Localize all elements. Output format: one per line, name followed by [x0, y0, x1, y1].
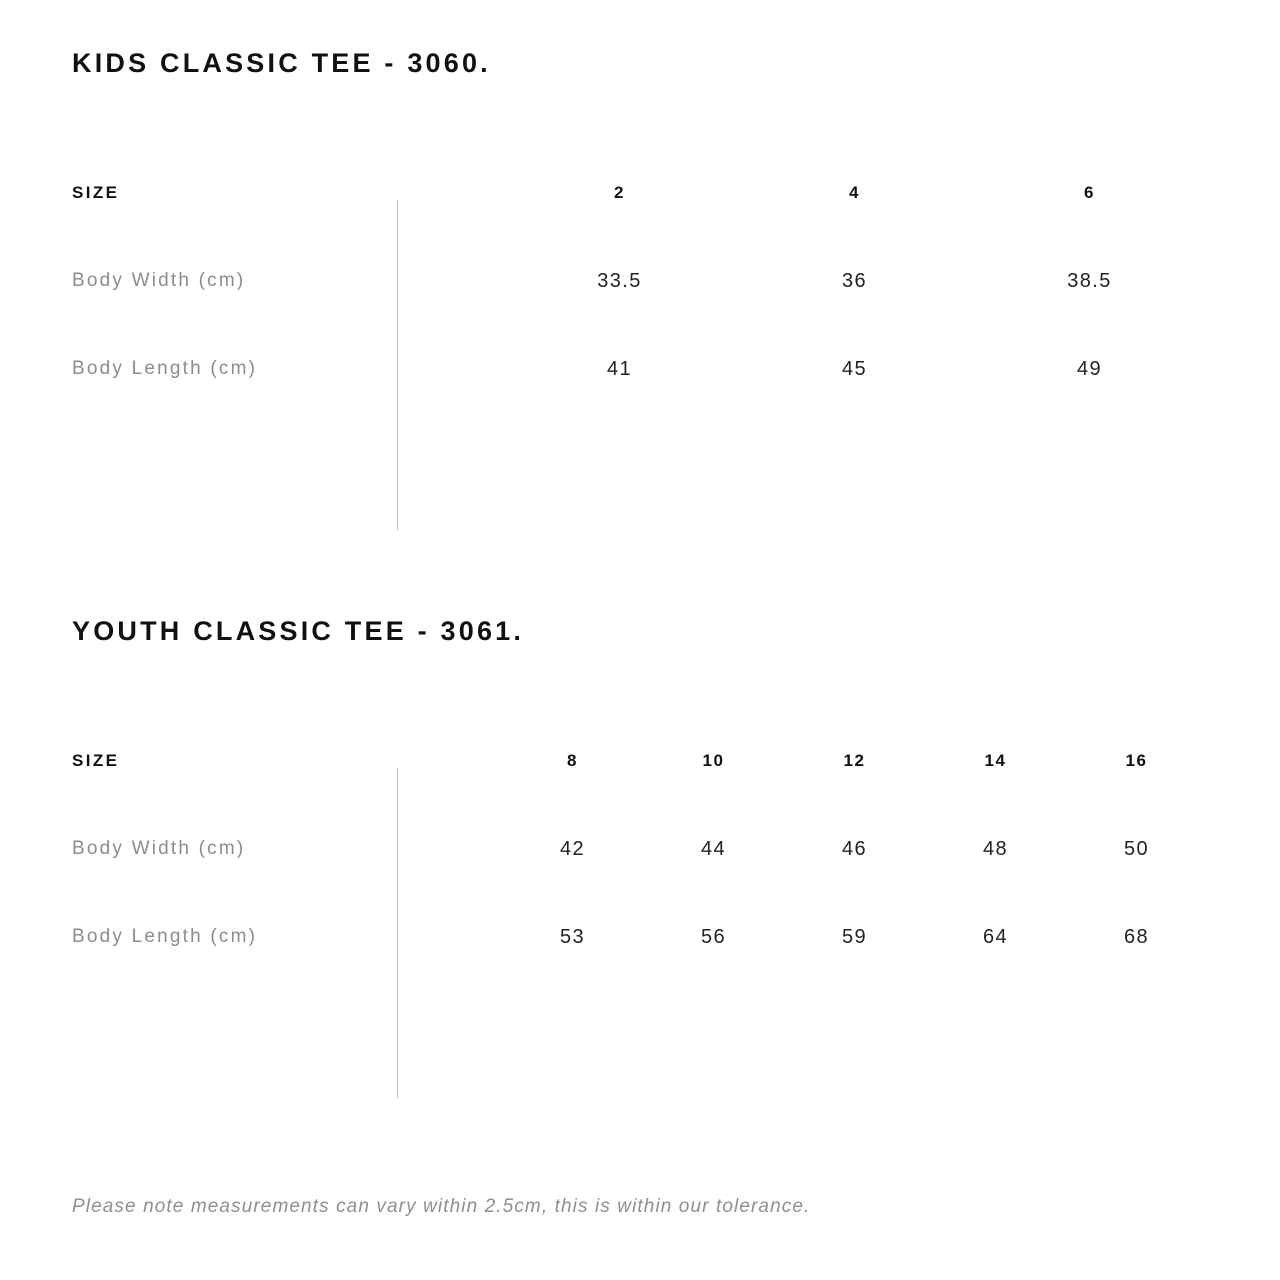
youth-body-length-10: 56: [700, 925, 727, 948]
kids-size-chart-section: [0, 48, 1280, 413]
kids-body-width-4: 36: [841, 269, 868, 292]
youth-body-length-8: 53: [559, 925, 586, 948]
kids-size-col-3: 6: [1083, 183, 1096, 202]
youth-body-width-16: 50: [1123, 837, 1150, 860]
table-row: [72, 893, 1208, 981]
youth-row-label-body-length: Body Length (cm): [72, 926, 258, 947]
kids-size-col-1: 2: [613, 183, 626, 202]
kids-row-label-body-length: Body Length (cm): [72, 358, 258, 379]
youth-body-length-14: 64: [982, 925, 1009, 948]
kids-size-header-label: SIZE: [72, 183, 120, 202]
youth-table-divider: [397, 768, 398, 1098]
youth-row-label-body-width: Body Width (cm): [72, 838, 246, 859]
youth-section-title: YOUTH CLASSIC TEE - 3061.: [72, 616, 525, 646]
youth-size-col-3: 12: [843, 751, 866, 770]
kids-section-title: KIDS CLASSIC TEE - 3060.: [72, 48, 491, 78]
youth-size-table: [72, 717, 1208, 981]
table-row: [72, 805, 1208, 893]
youth-size-col-4: 14: [984, 751, 1007, 770]
kids-body-length-2: 41: [606, 357, 633, 380]
kids-body-length-6: 49: [1076, 357, 1103, 380]
kids-body-width-6: 38.5: [1067, 269, 1112, 292]
kids-body-width-2: 33.5: [597, 269, 642, 292]
youth-body-width-10: 44: [700, 837, 727, 860]
kids-table-wrap: [0, 149, 1280, 413]
table-row-header: [72, 717, 1208, 805]
table-row: [72, 325, 1208, 413]
kids-size-table: [72, 149, 1208, 413]
youth-body-length-16: 68: [1123, 925, 1150, 948]
measurement-tolerance-note: Please note measurements can vary within 2.5cm, this is within our tolerance.: [72, 1196, 811, 1217]
youth-body-width-12: 46: [841, 837, 868, 860]
youth-size-chart-section: [0, 616, 1280, 981]
youth-size-header-label: SIZE: [72, 751, 120, 770]
youth-size-col-1: 8: [566, 751, 579, 770]
table-row: [72, 237, 1208, 325]
table-row-header: [72, 149, 1208, 237]
youth-table-wrap: [0, 717, 1280, 981]
kids-body-length-4: 45: [841, 357, 868, 380]
youth-body-width-8: 42: [559, 837, 586, 860]
kids-table-divider: [397, 200, 398, 530]
youth-body-length-12: 59: [841, 925, 868, 948]
youth-size-col-5: 16: [1125, 751, 1148, 770]
youth-size-col-2: 10: [702, 751, 725, 770]
youth-body-width-14: 48: [982, 837, 1009, 860]
kids-size-col-2: 4: [848, 183, 861, 202]
kids-row-label-body-width: Body Width (cm): [72, 270, 246, 291]
